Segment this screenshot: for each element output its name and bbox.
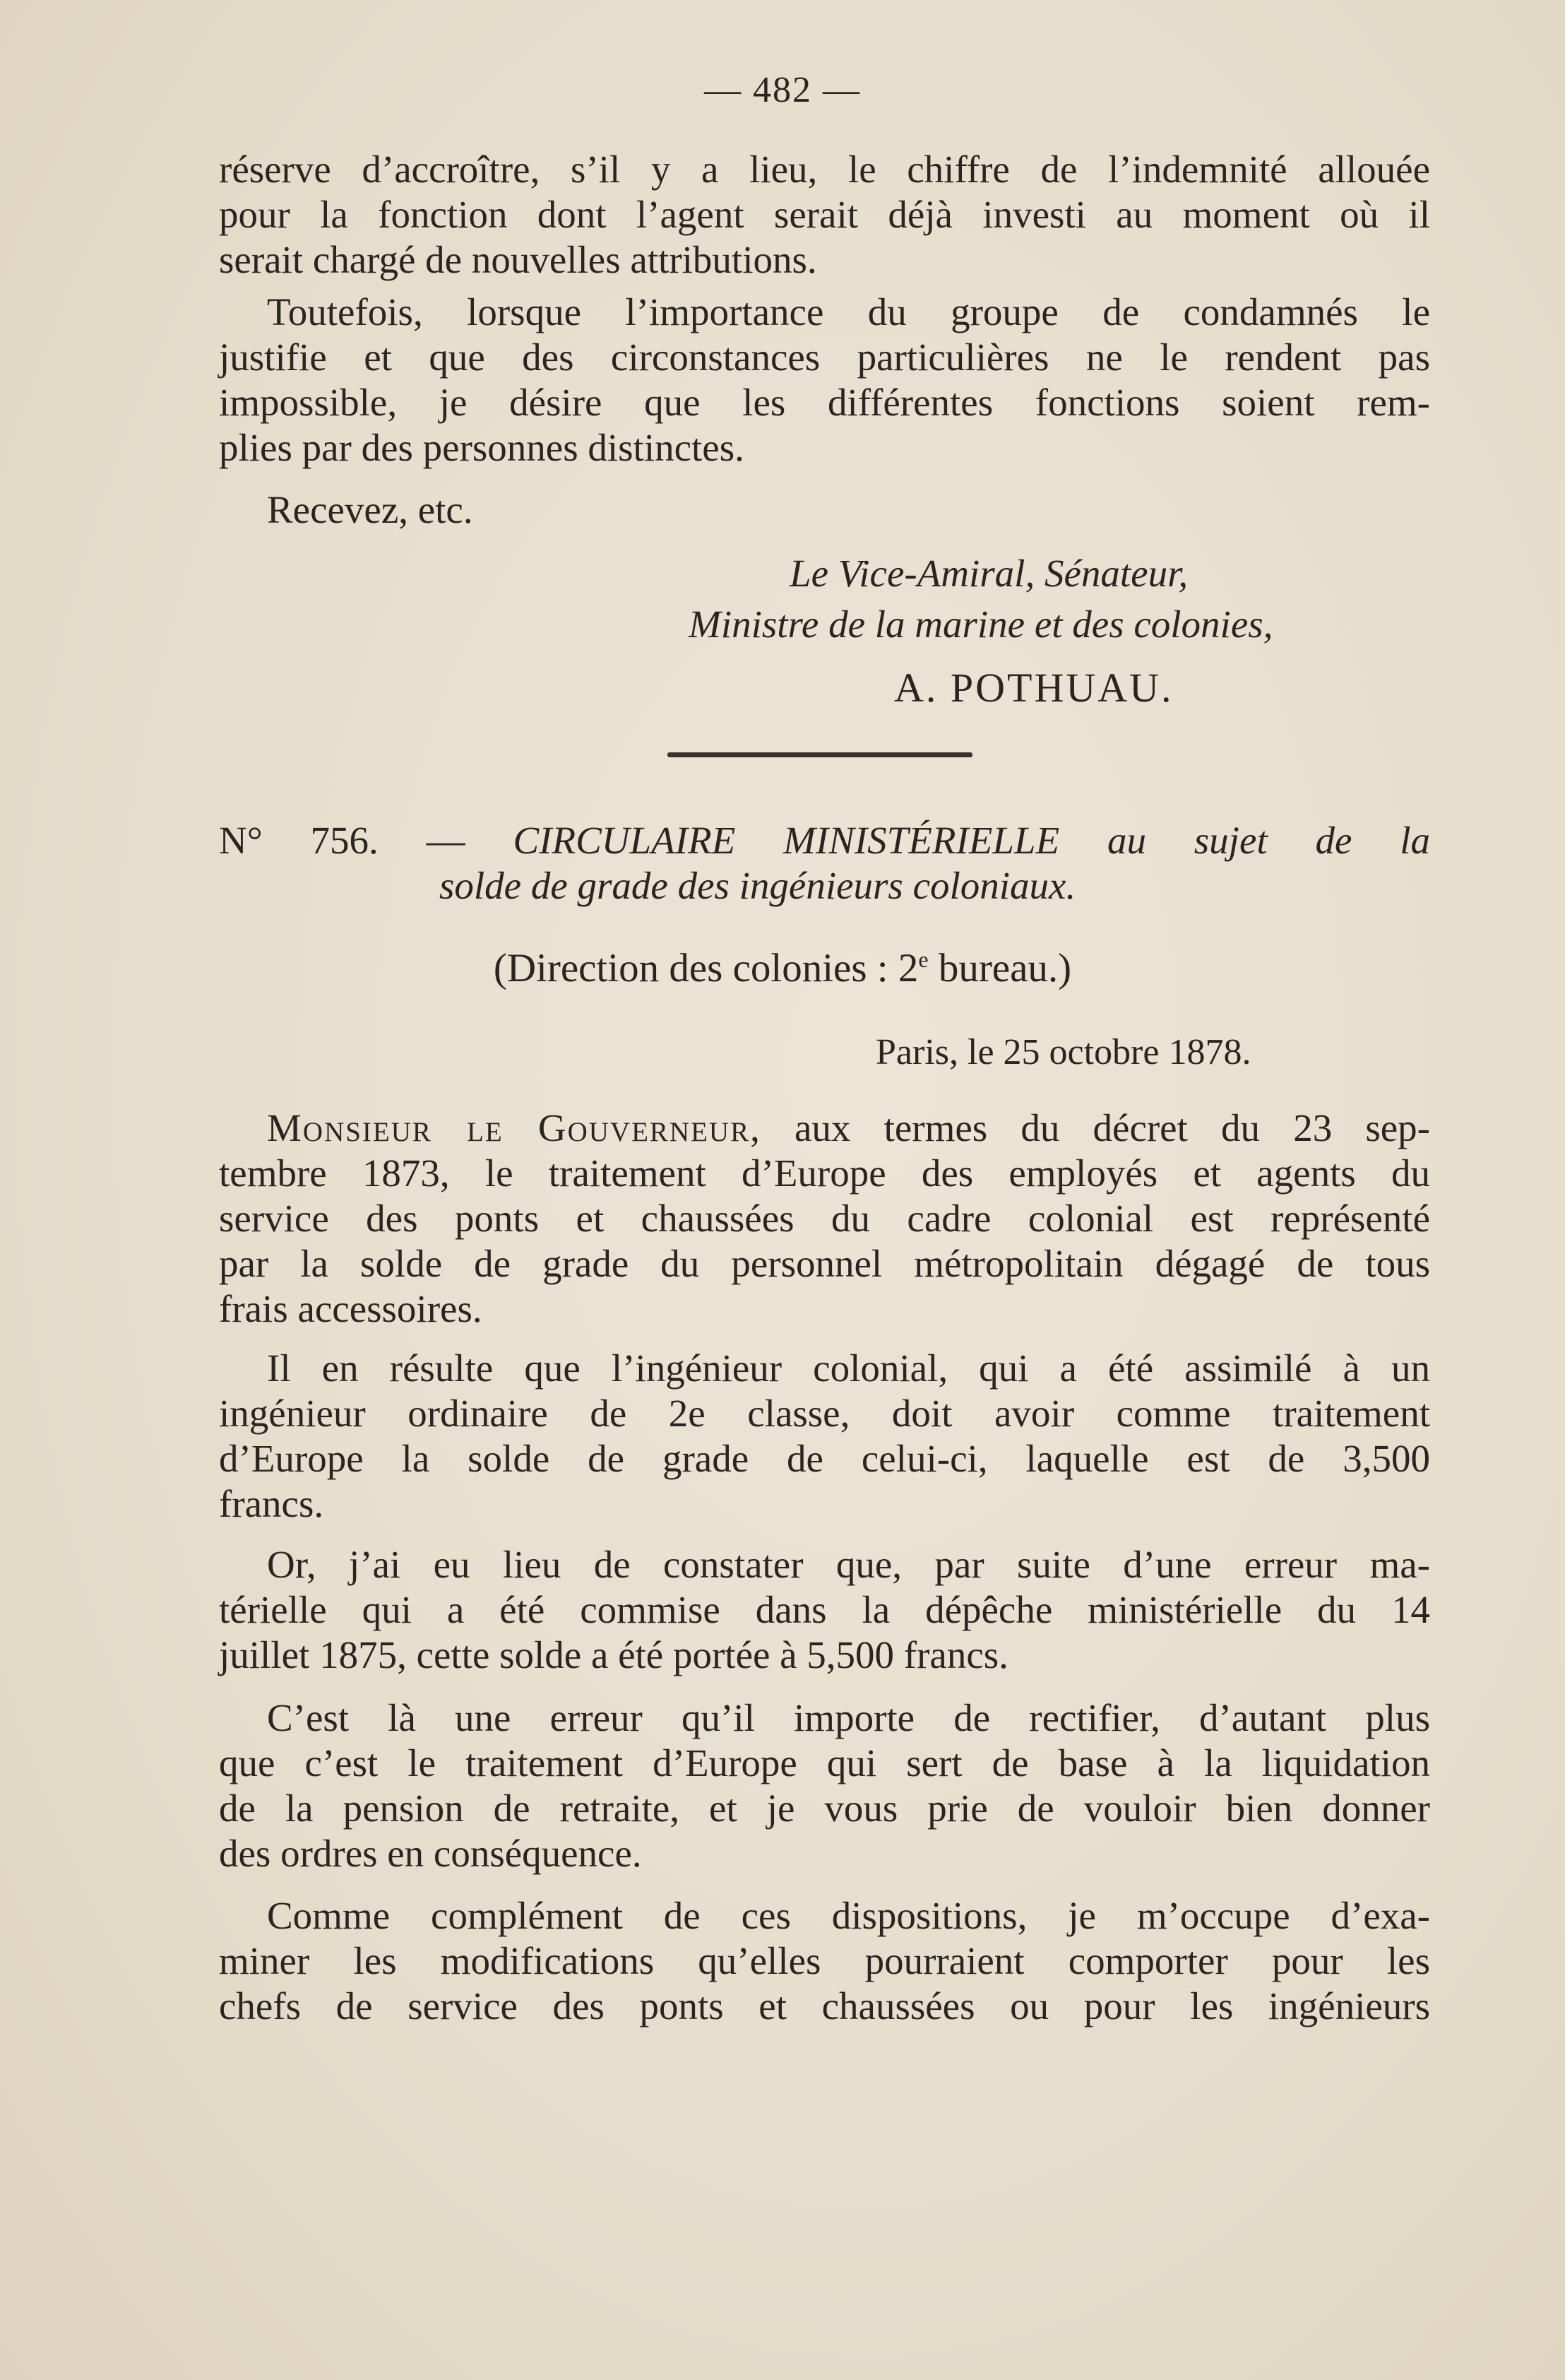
text-line: pour la fonction dont l’agent serait déjà investi au moment où il [219, 193, 1430, 236]
text-line: francs. [219, 1482, 324, 1525]
separator-rule [667, 752, 972, 757]
direction-prefix: (Direction des colonies : 2 [493, 946, 919, 990]
text-line: justifie et que des circonstances particulières ne le rendent pas [219, 336, 1430, 379]
circular-title-2: solde de grade des ingénieurs coloniaux. [439, 864, 1076, 907]
circular-title-1: CIRCULAIRE MINISTÉRIELLE au sujet de la [513, 819, 1431, 862]
circular-heading-2 [439, 863, 1287, 908]
text-line: frais accessoires. [219, 1287, 482, 1330]
text-line: service des ponts et chaussées du cadre colonial est représenté [219, 1197, 1430, 1240]
signature-title-1: Le Vice-Amiral, Sénateur, [790, 552, 1189, 595]
circular-number: N° 756. — [219, 819, 465, 862]
text-fragment: aux termes du décret du 23 sep- [761, 1106, 1430, 1149]
text-line: que c’est le traitement d’Europe qui sert de base à la liquidation [219, 1741, 1430, 1784]
text-line: de la pension de retraite, et je vous prie de vouloir bien donner [219, 1787, 1430, 1830]
text-line: tembre 1873, le traitement d’Europe des employés et agents du [219, 1151, 1430, 1195]
circular-heading [219, 818, 1430, 863]
text-line: par la solde de grade du personnel métropolitain dégagé de tous [219, 1242, 1430, 1285]
text-line: juillet 1875, cette solde a été portée à 5,500 francs. [219, 1633, 1008, 1676]
closing-formula [219, 487, 1430, 533]
direction-line [0, 946, 1565, 991]
text-line: ingénieur ordinaire de 2e classe, doit avoir comme traitement [219, 1392, 1430, 1435]
dateline: Paris, le 25 octobre 1878. [876, 1032, 1251, 1072]
text-line [219, 1106, 1430, 1151]
direction-suffix: bureau.) [928, 946, 1072, 990]
signature-title-2: Ministre de la marine et des colonies, [689, 603, 1273, 646]
text-line: impossible, je désire que les différentes fonctions soient rem- [219, 381, 1430, 424]
page-number: — 482 — [704, 70, 861, 110]
text-line: Or, j’ai eu lieu de constater que, par suite d’une erreur ma- [267, 1543, 1430, 1586]
direction-sup: e [918, 947, 929, 972]
text-line: des ordres en conséquence. [219, 1832, 642, 1875]
body-paragraph-1 [219, 1106, 1430, 1332]
text-line: térielle qui a été commise dans la dépêche ministérielle du 14 [219, 1588, 1430, 1631]
body-paragraph-2 [219, 1346, 1430, 1527]
body-paragraph-5 [219, 1893, 1430, 2029]
text-line: réserve d’accroître, s’il y a lieu, le chiffre de l’indemnité allouée [219, 148, 1430, 191]
text-line: C’est là une erreur qu’il importe de rectifier, d’autant plus [267, 1696, 1430, 1739]
salutation: Monsieur le Gouverneur, [267, 1106, 761, 1149]
text-line: d’Europe la solde de grade de celui-ci, laquelle est de 3,500 [219, 1437, 1430, 1480]
signature-name: A. POTHUAU. [894, 665, 1174, 711]
text-line: chefs de service des ponts et chaussées ou pour les ingénieurs [219, 1984, 1430, 2027]
text-line: miner les modifications qu’elles pourraient comporter pour les [219, 1939, 1430, 1982]
paragraph-toutefois [219, 290, 1430, 470]
text-line: Toutefois, lorsque l’importance du groupe de condamnés le [267, 290, 1430, 333]
text-line: Il en résulte que l’ingénieur colonial, qui a été assimilé à un [267, 1346, 1430, 1390]
text-line: plies par des personnes distinctes. [219, 426, 744, 469]
paragraph-continuation [219, 147, 1430, 283]
body-paragraph-3 [219, 1542, 1430, 1678]
body-paragraph-4 [219, 1695, 1430, 1876]
text-line: serait chargé de nouvelles attributions. [219, 238, 817, 281]
closing-text: Recevez, etc. [267, 488, 473, 531]
text-line: Comme complément de ces dispositions, je m’occupe d’exa- [267, 1894, 1430, 1937]
